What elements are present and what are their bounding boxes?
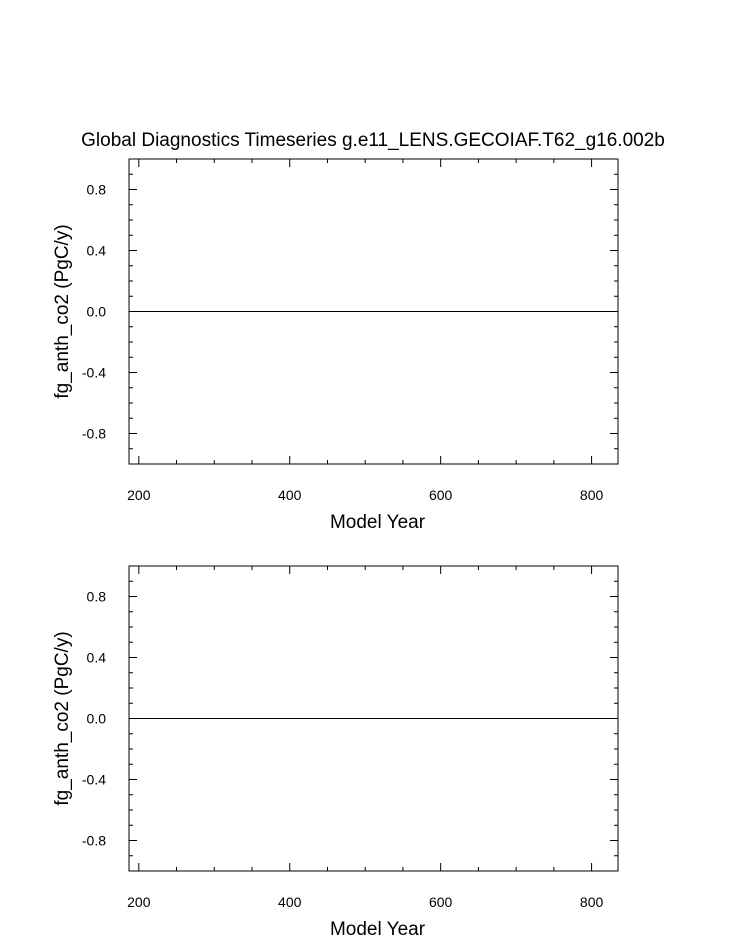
y-tick-label: 0.4: [86, 242, 106, 259]
panel-bottom: [52, 566, 618, 940]
x-tick-label: 600: [428, 487, 453, 503]
y-axis-label: fg_anth_co2 (PgC/y): [52, 224, 73, 399]
y-tick-label: 0.0: [86, 303, 106, 320]
y-tick-label: -0.8: [81, 425, 106, 442]
x-tick-label: 800: [579, 894, 604, 910]
y-tick-label: 0.0: [86, 710, 106, 727]
panel-top: [52, 159, 618, 533]
x-axis-label: Model Year: [329, 919, 426, 940]
y-axis-label: fg_anth_co2 (PgC/y): [52, 631, 73, 806]
figure-title: Global Diagnostics Timeseries g.e11_LENS.GECOIAF.T62_g16.002b: [81, 130, 665, 151]
x-tick-label: 200: [127, 894, 151, 910]
x-tick-label: 400: [278, 894, 302, 910]
x-tick-label: 400: [278, 487, 302, 503]
y-tick-label: -0.4: [81, 364, 106, 381]
y-tick-label: 0.8: [86, 181, 106, 198]
x-axis-label: Model Year: [329, 512, 426, 533]
x-tick-label: 800: [579, 487, 604, 503]
y-tick-label: 0.4: [86, 649, 106, 666]
y-tick-label: 0.8: [86, 588, 106, 605]
x-tick-label: 200: [127, 487, 151, 503]
y-tick-label: -0.8: [81, 832, 106, 849]
y-tick-label: -0.4: [81, 771, 106, 788]
x-tick-label: 600: [428, 894, 453, 910]
